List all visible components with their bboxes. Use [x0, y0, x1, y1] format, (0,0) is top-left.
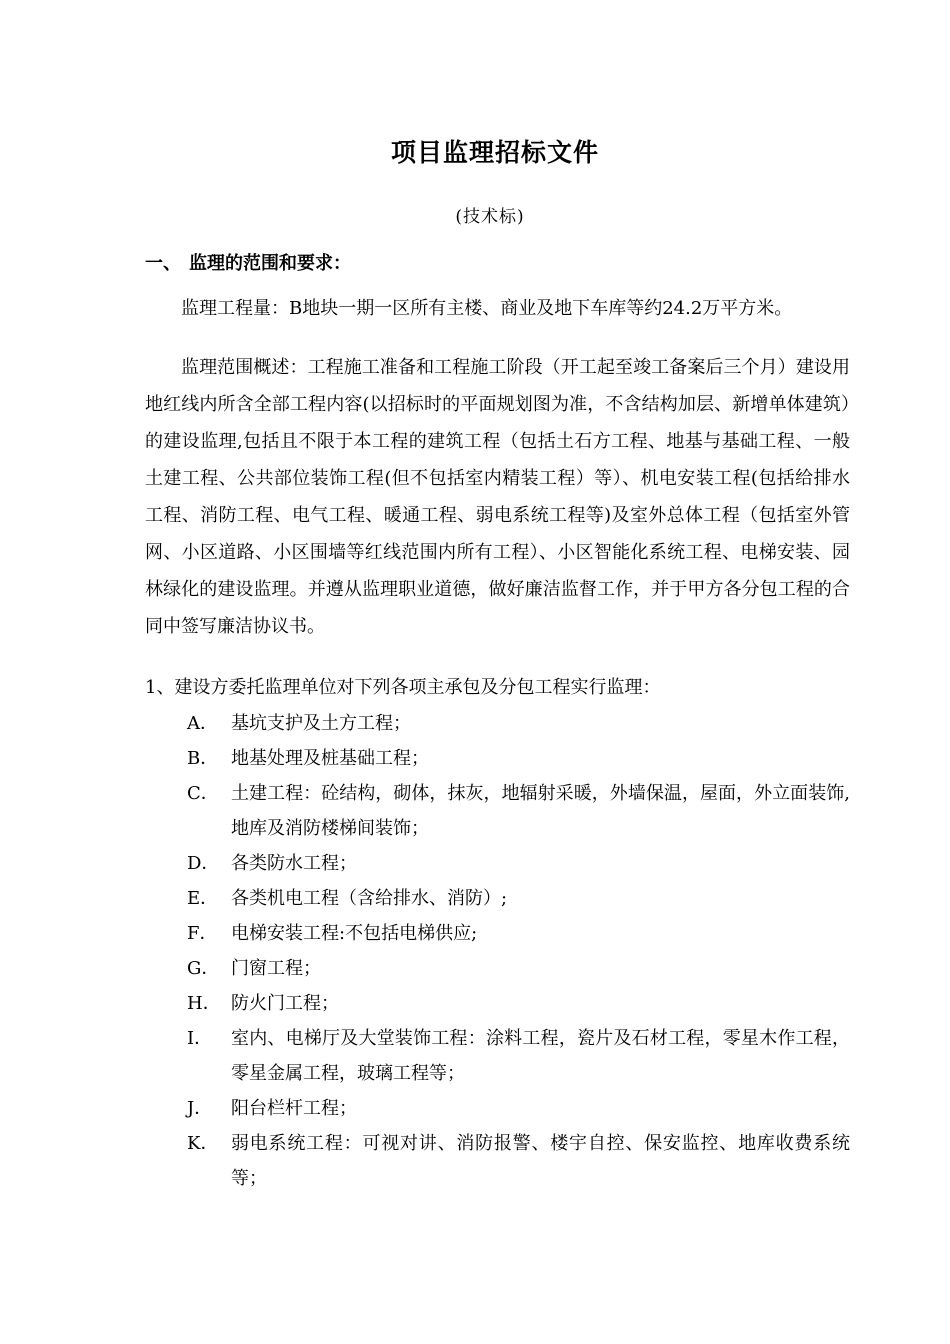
list-item-text: 弱电系统工程：可视对讲、消防报警、楼宇自控、保安监控、地库收费系统等； [231, 1133, 850, 1189]
list-item-text: 地基处理及桩基础工程； [231, 748, 429, 769]
list-item-text: 门窗工程； [231, 958, 321, 979]
list-item [145, 986, 850, 1021]
list-item [145, 1091, 850, 1126]
paragraph-scope: 监理范围概述：工程施工准备和工程施工阶段（开工起至竣工备案后三个月）建设用地红线内所含全部工程内容(以招标时的平面规划图为准，不含结构加层、新增单体建筑）的建设监理,包括且不限于本工程的建筑工程（包括土石方工程、地基与基础工程、一般土建工程、公共部位装饰工程(但不包括室内精装工程）等）、机电安装工程(包括给排水工程、消防工程、电气工程、暖通工程、弱电系统工程等)及室外总体工程（包括室外管网、小区道路、小区围墙等红线范围内所有工程）、小区智能化系统工程、电梯安装、园林绿化的建设监理。并遵从监理职业道德，做好廉洁监督工作，并于甲方各分包工程的合同中签写廉洁协议书。 [145, 357, 850, 637]
scope-list [145, 706, 850, 1196]
document-subtitle: (技术标) [455, 207, 525, 227]
paragraph-quantity: 监理工程量：B地块一期一区所有主楼、商业及地下车库等约24.2万平方米。 [181, 298, 793, 319]
list-item-text: 基坑支护及土方工程； [231, 713, 411, 734]
list-item [145, 706, 850, 741]
list-item [145, 776, 850, 846]
list-item-marker: J． [187, 1098, 213, 1119]
section-number: 一、 [145, 253, 181, 274]
list-item-text: 室内、电梯厅及大堂装饰工程：涂料工程，瓷片及石材工程，零星木作工程，零星金属工程，玻璃工程等； [231, 1028, 850, 1084]
list-item [145, 916, 850, 951]
list-item-marker: F． [187, 923, 218, 944]
list-item [145, 1021, 850, 1091]
list-item [145, 1126, 850, 1196]
list-item-marker: K． [187, 1133, 219, 1154]
item1-heading: 1、建设方委托监理单位对下列各项主承包及分包工程实行监理： [145, 677, 661, 698]
list-item-text: 各类防水工程； [231, 853, 357, 874]
list-item-text: 土建工程：砼结构，砌体，抹灰，地辐射采暖，外墙保温，屋面，外立面装饰,地库及消防楼梯间装饰； [231, 783, 850, 839]
list-item-text: 防火门工程； [231, 993, 339, 1014]
section-heading [145, 249, 351, 275]
list-item-marker: E． [187, 888, 219, 909]
list-item-marker: G． [187, 958, 220, 979]
list-item-text: 电梯安装工程:不包括电梯供应; [231, 923, 478, 944]
list-item [145, 881, 850, 916]
document-title: 项目监理招标文件 [390, 138, 599, 167]
list-item-marker: I． [187, 1028, 213, 1049]
list-item-marker: A． [187, 713, 218, 734]
list-item-marker: C． [187, 783, 219, 804]
section-heading-text: 监理的范围和要求： [189, 253, 351, 274]
list-item [145, 951, 850, 986]
list-item-text: 阳台栏杆工程； [231, 1098, 357, 1119]
list-item-text: 各类机电工程（含给排水、消防）; [231, 888, 508, 909]
list-item [145, 846, 850, 881]
list-item-marker: B． [187, 748, 219, 769]
list-item-marker: D． [187, 853, 220, 874]
list-item-marker: H． [187, 993, 221, 1014]
list-item [145, 741, 850, 776]
